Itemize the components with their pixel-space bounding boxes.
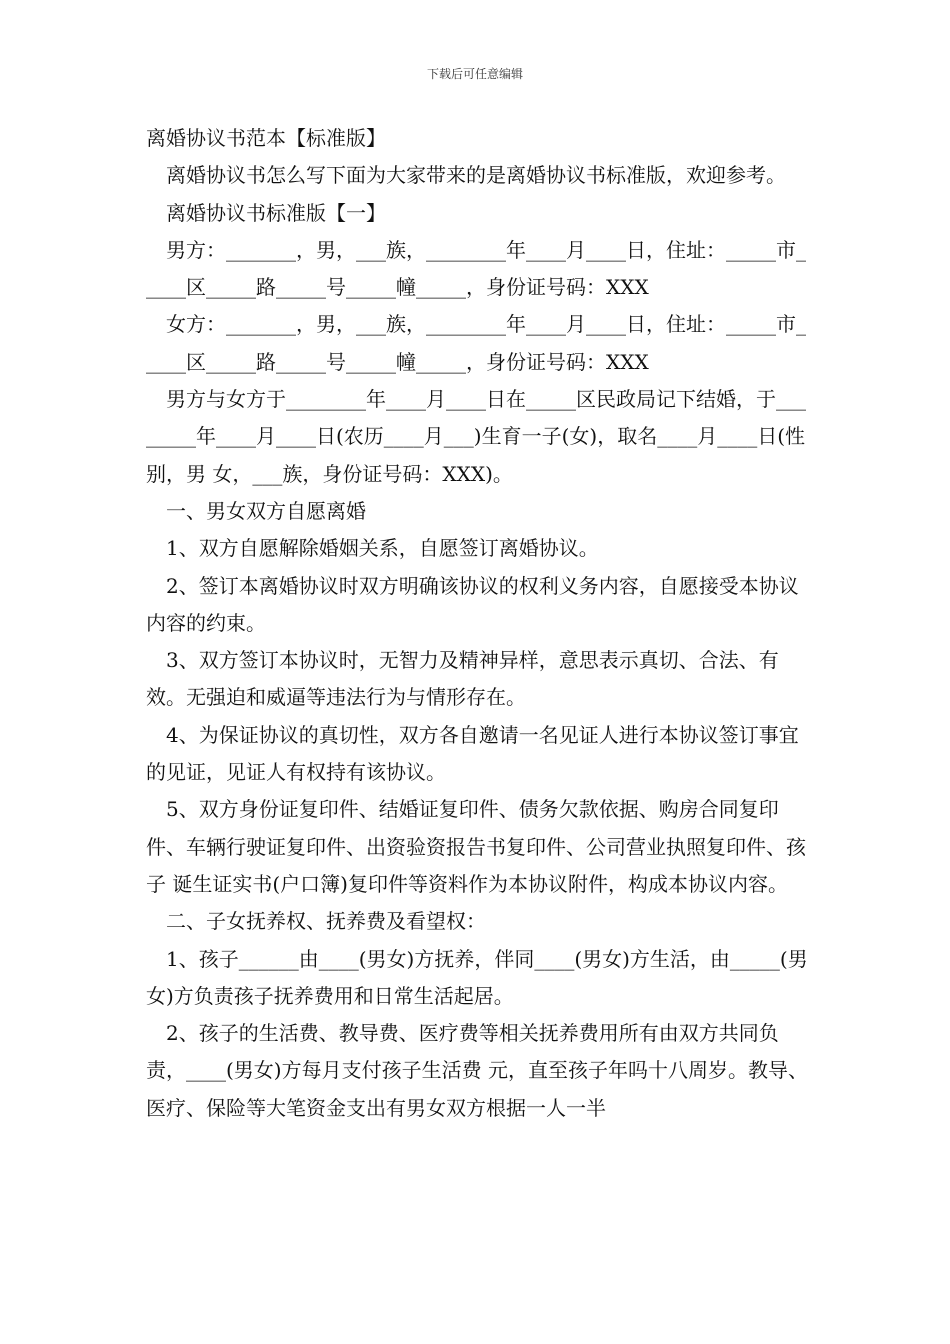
paragraph: 男方与女方于________年____月____日在_____区民政局记下结婚，于________年____月____日(农历____月___)生育一子(女)，取名____月____日(性别，男 女，___族，身份证号码：XXX)。 [146,387,806,486]
section-heading: 二、子女抚养权、抚养费及看望权： [166,909,486,934]
paragraph: 1、双方自愿解除婚姻关系，自愿签订离婚协议。 [166,536,599,561]
document-title: 离婚协议书范本【标准版】 [146,126,386,150]
paragraph: 3、双方签订本协议时，无智力及精神异样，意思表示真切、合法、有效。无强迫和威逼等违法行为与情形存在。 [146,648,779,710]
section-heading: 一、男女双方自愿离婚 [166,498,366,523]
paragraph: 2、签订本离婚协议时双方明确该协议的权利义务内容，自愿接受本协议内容的约束。 [146,573,799,635]
page-header: 下载后可任意编辑 [426,67,523,81]
section-heading: 离婚协议书标准版【一】 [166,200,386,225]
paragraph: 1、孩子______由____(男女)方抚养，伴同____(男女)方生活，由_____(男女)方负责孩子抚养费用和日常生活起居。 [146,946,808,1008]
document-body [146,120,810,1127]
paragraph: 2、孩子的生活费、教导费、医疗费等相关抚养费用所有由双方共同负责，____(男女)方每月支付孩子生活费 元，直至孩子年吗十八周岁。教导、医疗、保险等大笔资金支出有男女双方根据一人一半 [146,1021,808,1120]
paragraph: 4、为保证协议的真切性，双方各自邀请一名见证人进行本协议签订事宜的见证，见证人有权持有该协议。 [146,722,799,785]
paragraph: 女方：_______，男，___族，________年____月____日，住址：_____市_____区_____路_____号_____幢_____，身份证号码：XXX [146,312,806,374]
paragraph: 男方：_______，男，___族，________年____月____日，住址：_____市_____区_____路_____号_____幢_____，身份证号码：XXX [146,237,806,300]
paragraph: 离婚协议书怎么写下面为大家带来的是离婚协议书标准版，欢迎参考。 [166,163,786,188]
paragraph: 5、双方身份证复印件、结婚证复印件、债务欠款依据、购房合同复印件、车辆行驶证复印件、出资验资报告书复印件、公司营业执照复印件、孩子 诞生证实书(户口簿)复印件等资料作为本协议附件，构成本协议内容。 [146,797,806,896]
